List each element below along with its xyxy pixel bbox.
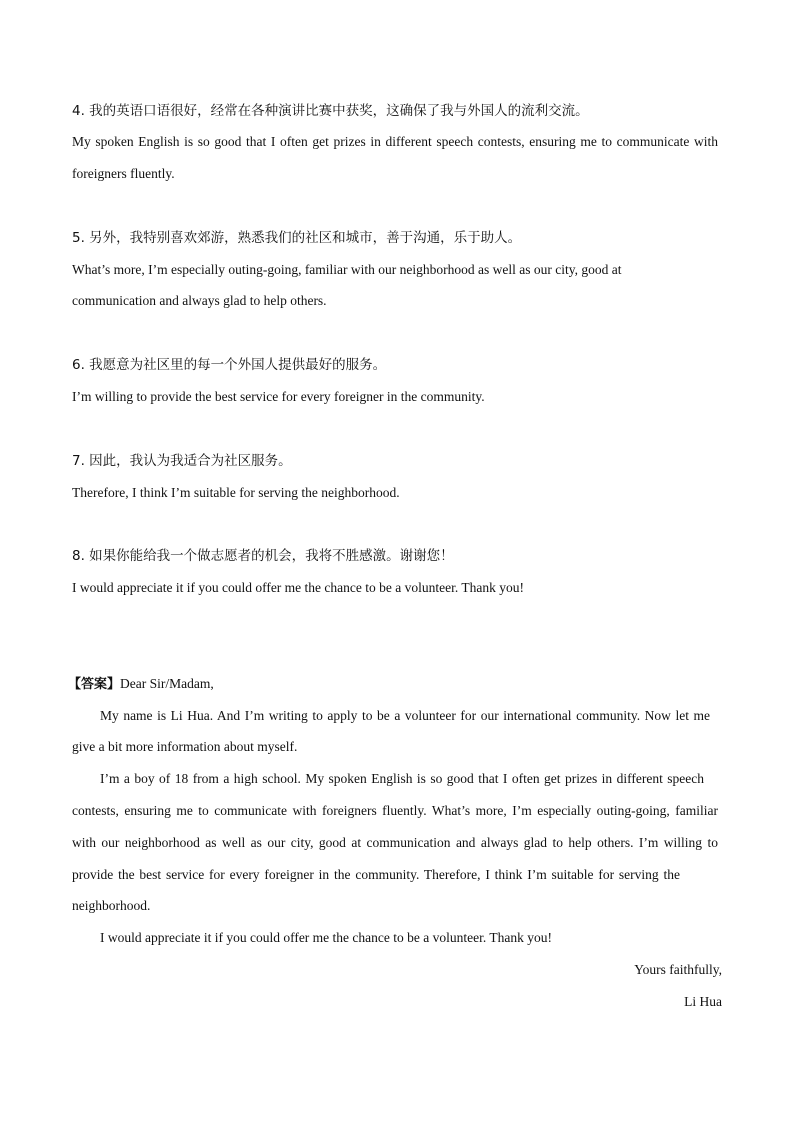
- letter-p2-line-1: I’m a boy of 18 from a high school. My spoken English is so good that I often get prizes in different speech: [100, 771, 704, 786]
- item-5-chinese: 5. 另外，我特别喜欢郊游，熟悉我们的社区和城市，善于沟通，乐于助人。: [72, 230, 522, 246]
- item-8-english-line-1: I would appreciate it if you could offer me the chance to be a volunteer. Thank you!: [72, 580, 524, 595]
- letter-p2-line-5: neighborhood.: [72, 898, 151, 913]
- letter-p1-line-2: give a bit more information about myself.: [72, 739, 298, 754]
- letter-signature: Li Hua: [684, 994, 722, 1009]
- item-7-chinese: 7. 因此，我认为我适合为社区服务。: [72, 453, 292, 469]
- answer-heading: [68, 676, 214, 693]
- answer-label: 【答案】: [68, 677, 121, 692]
- letter-p2-line-2: contests, ensuring me to communicate with foreigners fluently. What’s more, I’m especially outing-going, familiar: [72, 803, 718, 818]
- letter-p3-line-1: I would appreciate it if you could offer me the chance to be a volunteer. Thank you!: [100, 930, 552, 945]
- letter-p2-line-3: with our neighborhood as well as our city, good at communication and always glad to help others. I’m willing to: [72, 835, 718, 850]
- item-7-english-line-1: Therefore, I think I’m suitable for serving the neighborhood.: [72, 485, 400, 500]
- item-4-english-line-2: foreigners fluently.: [72, 166, 175, 181]
- letter-greeting: Dear Sir/Madam,: [120, 676, 214, 691]
- item-5-english-line-2: communication and always glad to help others.: [72, 293, 327, 308]
- letter-closing: Yours faithfully,: [634, 962, 722, 977]
- document-page: [68, 0, 722, 1123]
- item-6-chinese: 6. 我愿意为社区里的每一个外国人提供最好的服务。: [72, 357, 387, 373]
- letter-p1-line-1: My name is Li Hua. And I’m writing to apply to be a volunteer for our international community. Now let me: [100, 708, 710, 723]
- item-4-english-line-1: My spoken English is so good that I often get prizes in different speech contests, ensuring me to communicate with: [72, 134, 718, 149]
- item-8-chinese: 8. 如果你能给我一个做志愿者的机会，我将不胜感激。谢谢您！: [72, 548, 454, 564]
- letter-p2-line-4: provide the best service for every foreigner in the community. Therefore, I think I’m suitable for serving the: [72, 867, 680, 882]
- item-6-english-line-1: I’m willing to provide the best service for every foreigner in the community.: [72, 389, 485, 404]
- item-4-chinese: 4. 我的英语口语很好，经常在各种演讲比赛中获奖，这确保了我与外国人的流利交流。: [72, 103, 589, 119]
- item-5-english-line-1: What’s more, I’m especially outing-going, familiar with our neighborhood as well as our city, good at: [72, 262, 622, 277]
